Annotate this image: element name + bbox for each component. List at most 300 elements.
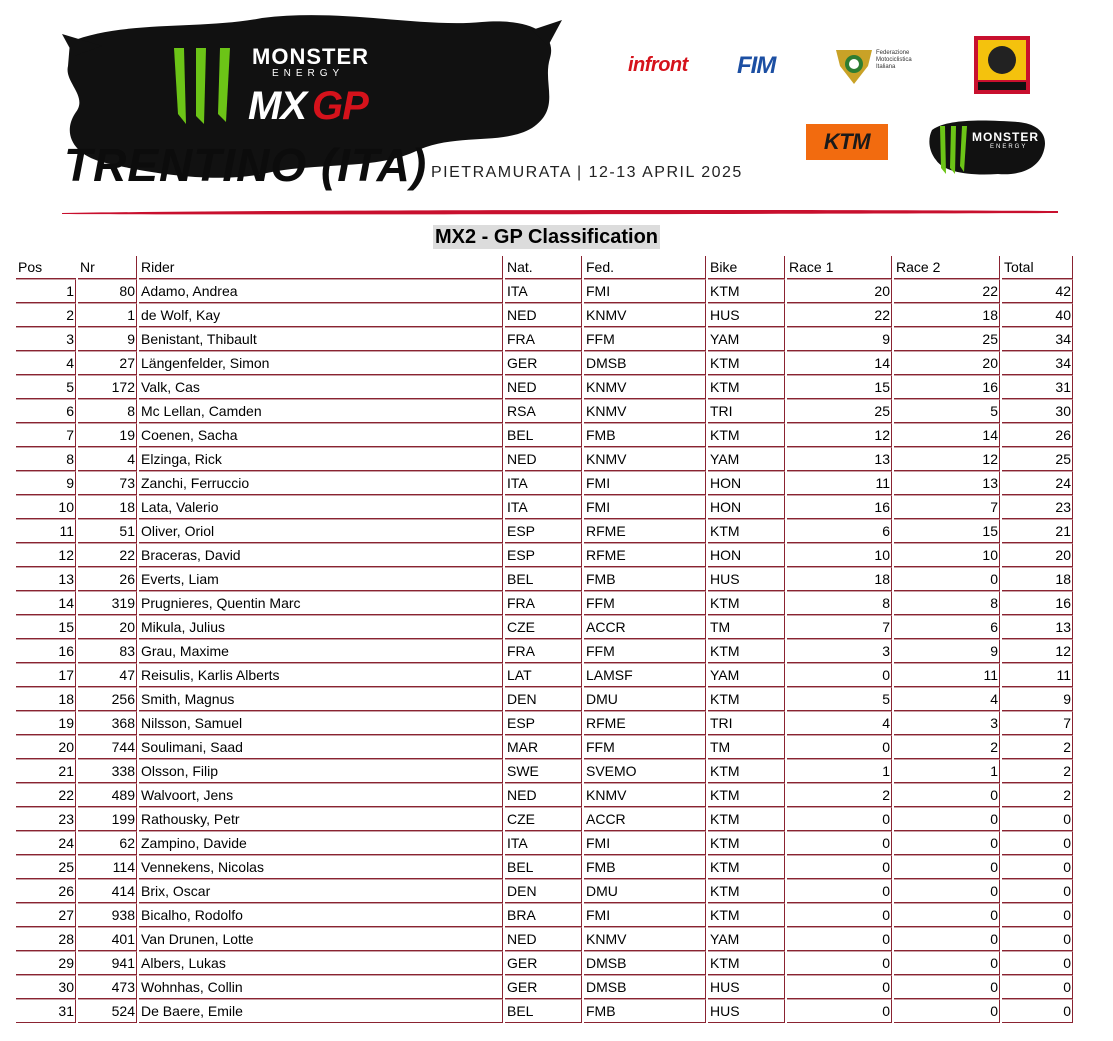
table-row	[16, 855, 1073, 879]
cell-race2: 0	[894, 783, 1000, 807]
cell-bike: TRI	[708, 399, 785, 423]
cell-nat: GER	[505, 975, 582, 999]
cell-pos: 27	[16, 903, 76, 927]
table-row	[16, 447, 1073, 471]
table-row	[16, 735, 1073, 759]
table-row	[16, 831, 1073, 855]
monster-energy-badge-word: MONSTER	[972, 130, 1039, 144]
cell-fed: FFM	[584, 327, 706, 351]
cell-total: 2	[1002, 735, 1073, 759]
cell-race1: 8	[787, 591, 892, 615]
cell-fed: FFM	[584, 591, 706, 615]
cell-bike: HON	[708, 471, 785, 495]
cell-nr: 401	[78, 927, 137, 951]
cell-nr: 941	[78, 951, 137, 975]
cell-race2: 0	[894, 999, 1000, 1023]
cell-race1: 13	[787, 447, 892, 471]
cell-fed: KNMV	[584, 399, 706, 423]
cell-total: 0	[1002, 879, 1073, 903]
cell-bike: KTM	[708, 423, 785, 447]
cell-race2: 0	[894, 951, 1000, 975]
cell-rider: Everts, Liam	[139, 567, 503, 591]
cell-total: 25	[1002, 447, 1073, 471]
cell-rider: Oliver, Oriol	[139, 519, 503, 543]
cell-fed: SVEMO	[584, 759, 706, 783]
cell-nat: NED	[505, 783, 582, 807]
cell-nr: 26	[78, 567, 137, 591]
cell-rider: Vennekens, Nicolas	[139, 855, 503, 879]
cell-bike: KTM	[708, 855, 785, 879]
motoclub-logo-icon	[974, 36, 1030, 94]
cell-pos: 26	[16, 879, 76, 903]
cell-nr: 22	[78, 543, 137, 567]
cell-race1: 0	[787, 927, 892, 951]
cell-bike: HUS	[708, 567, 785, 591]
cell-race1: 9	[787, 327, 892, 351]
cell-pos: 25	[16, 855, 76, 879]
cell-bike: HUS	[708, 975, 785, 999]
cell-nr: 27	[78, 351, 137, 375]
cell-race2: 18	[894, 303, 1000, 327]
cell-race2: 0	[894, 975, 1000, 999]
cell-nat: NED	[505, 927, 582, 951]
cell-bike: KTM	[708, 639, 785, 663]
cell-rider: Mc Lellan, Camden	[139, 399, 503, 423]
header-bike: Bike	[708, 256, 785, 279]
cell-rider: Wohnhas, Collin	[139, 975, 503, 999]
cell-bike: TRI	[708, 711, 785, 735]
classification-table	[14, 256, 1075, 1023]
cell-nat: BEL	[505, 423, 582, 447]
cell-fed: KNMV	[584, 927, 706, 951]
cell-race1: 3	[787, 639, 892, 663]
cell-rider: Elzinga, Rick	[139, 447, 503, 471]
table-row	[16, 879, 1073, 903]
cell-nr: 80	[78, 279, 137, 303]
cell-rider: Benistant, Thibault	[139, 327, 503, 351]
cell-race2: 2	[894, 735, 1000, 759]
cell-race1: 7	[787, 615, 892, 639]
infront-logo: infront	[628, 54, 688, 76]
cell-bike: KTM	[708, 879, 785, 903]
cell-bike: YAM	[708, 447, 785, 471]
cell-fed: FFM	[584, 639, 706, 663]
cell-race1: 0	[787, 663, 892, 687]
cell-fed: ACCR	[584, 807, 706, 831]
cell-nat: CZE	[505, 615, 582, 639]
table-row	[16, 759, 1073, 783]
cell-rider: Smith, Magnus	[139, 687, 503, 711]
cell-pos: 12	[16, 543, 76, 567]
cell-race2: 1	[894, 759, 1000, 783]
cell-nat: NED	[505, 375, 582, 399]
cell-rider: Zampino, Davide	[139, 831, 503, 855]
cell-total: 23	[1002, 495, 1073, 519]
cell-fed: KNMV	[584, 303, 706, 327]
cell-fed: FMB	[584, 999, 706, 1023]
cell-nr: 338	[78, 759, 137, 783]
cell-fed: FMI	[584, 495, 706, 519]
cell-rider: Prugnieres, Quentin Marc	[139, 591, 503, 615]
cell-nat: LAT	[505, 663, 582, 687]
cell-rider: Reisulis, Karlis Alberts	[139, 663, 503, 687]
table-row	[16, 951, 1073, 975]
cell-pos: 18	[16, 687, 76, 711]
cell-pos: 1	[16, 279, 76, 303]
cell-pos: 15	[16, 615, 76, 639]
table-row	[16, 423, 1073, 447]
header-race1: Race 1	[787, 256, 892, 279]
cell-total: 9	[1002, 687, 1073, 711]
table-row	[16, 975, 1073, 999]
table-row	[16, 663, 1073, 687]
cell-bike: KTM	[708, 807, 785, 831]
cell-race1: 14	[787, 351, 892, 375]
cell-nat: FRA	[505, 639, 582, 663]
table-row	[16, 519, 1073, 543]
cell-fed: FMI	[584, 279, 706, 303]
cell-pos: 13	[16, 567, 76, 591]
monster-claw-icon	[168, 44, 238, 128]
cell-pos: 5	[16, 375, 76, 399]
cell-race1: 0	[787, 879, 892, 903]
cell-race2: 0	[894, 903, 1000, 927]
cell-fed: RFME	[584, 519, 706, 543]
cell-nat: ITA	[505, 495, 582, 519]
cell-total: 0	[1002, 999, 1073, 1023]
cell-race1: 18	[787, 567, 892, 591]
cell-bike: TM	[708, 735, 785, 759]
cell-fed: DMSB	[584, 951, 706, 975]
cell-nr: 20	[78, 615, 137, 639]
cell-pos: 16	[16, 639, 76, 663]
cell-pos: 2	[16, 303, 76, 327]
cell-total: 20	[1002, 543, 1073, 567]
cell-race2: 11	[894, 663, 1000, 687]
table-row	[16, 303, 1073, 327]
cell-rider: Mikula, Julius	[139, 615, 503, 639]
cell-pos: 21	[16, 759, 76, 783]
cell-nat: ITA	[505, 279, 582, 303]
fim-logo: FIM	[737, 52, 776, 79]
cell-race2: 14	[894, 423, 1000, 447]
cell-total: 0	[1002, 951, 1073, 975]
cell-pos: 6	[16, 399, 76, 423]
cell-bike: HUS	[708, 303, 785, 327]
cell-bike: KTM	[708, 783, 785, 807]
cell-bike: KTM	[708, 279, 785, 303]
cell-rider: Soulimani, Saad	[139, 735, 503, 759]
cell-total: 0	[1002, 807, 1073, 831]
header-rider: Rider	[139, 256, 503, 279]
cell-nr: 489	[78, 783, 137, 807]
cell-fed: RFME	[584, 543, 706, 567]
cell-race1: 5	[787, 687, 892, 711]
cell-pos: 22	[16, 783, 76, 807]
cell-fed: DMSB	[584, 351, 706, 375]
cell-race2: 22	[894, 279, 1000, 303]
cell-bike: HON	[708, 543, 785, 567]
cell-rider: Bicalho, Rodolfo	[139, 903, 503, 927]
cell-total: 13	[1002, 615, 1073, 639]
cell-rider: Valk, Cas	[139, 375, 503, 399]
cell-rider: Längenfelder, Simon	[139, 351, 503, 375]
cell-nat: DEN	[505, 879, 582, 903]
cell-pos: 11	[16, 519, 76, 543]
table-row	[16, 903, 1073, 927]
table-row	[16, 591, 1073, 615]
cell-bike: KTM	[708, 951, 785, 975]
cell-race2: 7	[894, 495, 1000, 519]
cell-nr: 8	[78, 399, 137, 423]
cell-fed: KNMV	[584, 783, 706, 807]
cell-total: 42	[1002, 279, 1073, 303]
fmi-logo-text: Federazione Motociclistica Italiana	[876, 50, 912, 70]
cell-nr: 319	[78, 591, 137, 615]
cell-fed: KNMV	[584, 447, 706, 471]
cell-total: 16	[1002, 591, 1073, 615]
table-row	[16, 279, 1073, 303]
cell-nr: 199	[78, 807, 137, 831]
cell-bike: KTM	[708, 831, 785, 855]
cell-race2: 0	[894, 807, 1000, 831]
cell-nr: 1	[78, 303, 137, 327]
cell-pos: 14	[16, 591, 76, 615]
cell-race1: 11	[787, 471, 892, 495]
cell-nr: 51	[78, 519, 137, 543]
cell-bike: YAM	[708, 327, 785, 351]
cell-race2: 25	[894, 327, 1000, 351]
cell-race2: 3	[894, 711, 1000, 735]
cell-pos: 29	[16, 951, 76, 975]
cell-nr: 524	[78, 999, 137, 1023]
cell-pos: 24	[16, 831, 76, 855]
cell-fed: DMU	[584, 879, 706, 903]
cell-nr: 47	[78, 663, 137, 687]
cell-race2: 8	[894, 591, 1000, 615]
red-divider-line	[62, 208, 1058, 216]
cell-race2: 5	[894, 399, 1000, 423]
table-row	[16, 639, 1073, 663]
table-row	[16, 375, 1073, 399]
cell-race1: 0	[787, 903, 892, 927]
cell-race2: 6	[894, 615, 1000, 639]
cell-rider: De Baere, Emile	[139, 999, 503, 1023]
cell-fed: FFM	[584, 735, 706, 759]
header-nat: Nat.	[505, 256, 582, 279]
table-row	[16, 495, 1073, 519]
cell-rider: Rathousky, Petr	[139, 807, 503, 831]
cell-race2: 16	[894, 375, 1000, 399]
cell-total: 21	[1002, 519, 1073, 543]
cell-fed: RFME	[584, 711, 706, 735]
cell-race1: 0	[787, 999, 892, 1023]
cell-nat: CZE	[505, 807, 582, 831]
energy-wordmark: ENERGY	[272, 68, 345, 79]
cell-race1: 0	[787, 807, 892, 831]
cell-race1: 0	[787, 855, 892, 879]
cell-race1: 0	[787, 951, 892, 975]
cell-pos: 19	[16, 711, 76, 735]
cell-nat: ESP	[505, 543, 582, 567]
cell-race1: 6	[787, 519, 892, 543]
cell-bike: KTM	[708, 519, 785, 543]
header-nr: Nr	[78, 256, 137, 279]
cell-nat: FRA	[505, 327, 582, 351]
cell-rider: Van Drunen, Lotte	[139, 927, 503, 951]
cell-rider: Brix, Oscar	[139, 879, 503, 903]
cell-bike: KTM	[708, 591, 785, 615]
cell-fed: FMB	[584, 855, 706, 879]
cell-race2: 4	[894, 687, 1000, 711]
cell-rider: Grau, Maxime	[139, 639, 503, 663]
cell-nat: GER	[505, 951, 582, 975]
cell-race2: 9	[894, 639, 1000, 663]
event-title: TRENTINO (ITA)	[64, 139, 428, 191]
cell-pos: 4	[16, 351, 76, 375]
mxgp-logo-mx: MX	[248, 84, 306, 128]
cell-nat: ESP	[505, 711, 582, 735]
cell-race1: 12	[787, 423, 892, 447]
cell-race1: 0	[787, 735, 892, 759]
cell-race1: 2	[787, 783, 892, 807]
cell-rider: Braceras, David	[139, 543, 503, 567]
cell-bike: KTM	[708, 375, 785, 399]
cell-nat: NED	[505, 303, 582, 327]
cell-bike: KTM	[708, 687, 785, 711]
cell-fed: FMI	[584, 471, 706, 495]
cell-total: 0	[1002, 903, 1073, 927]
header-total: Total	[1002, 256, 1073, 279]
cell-fed: FMI	[584, 903, 706, 927]
cell-total: 12	[1002, 639, 1073, 663]
cell-nr: 114	[78, 855, 137, 879]
cell-nr: 83	[78, 639, 137, 663]
cell-total: 0	[1002, 831, 1073, 855]
monster-energy-badge-icon	[928, 116, 1048, 180]
cell-nat: FRA	[505, 591, 582, 615]
table-row	[16, 615, 1073, 639]
cell-total: 0	[1002, 927, 1073, 951]
cell-nat: MAR	[505, 735, 582, 759]
cell-rider: Albers, Lukas	[139, 951, 503, 975]
cell-pos: 10	[16, 495, 76, 519]
cell-nat: BEL	[505, 567, 582, 591]
classification-title: MX2 - GP Classification	[435, 226, 659, 248]
cell-nr: 18	[78, 495, 137, 519]
table-row	[16, 999, 1073, 1023]
cell-bike: TM	[708, 615, 785, 639]
table-row	[16, 807, 1073, 831]
cell-pos: 17	[16, 663, 76, 687]
cell-nat: BEL	[505, 855, 582, 879]
cell-bike: YAM	[708, 927, 785, 951]
cell-nat: NED	[505, 447, 582, 471]
table-row	[16, 351, 1073, 375]
cell-rider: Lata, Valerio	[139, 495, 503, 519]
cell-nat: RSA	[505, 399, 582, 423]
ktm-logo: KTM	[806, 124, 888, 160]
cell-fed: ACCR	[584, 615, 706, 639]
cell-race2: 0	[894, 855, 1000, 879]
cell-race2: 13	[894, 471, 1000, 495]
cell-fed: FMI	[584, 831, 706, 855]
cell-nr: 368	[78, 711, 137, 735]
cell-pos: 28	[16, 927, 76, 951]
cell-pos: 7	[16, 423, 76, 447]
cell-race1: 16	[787, 495, 892, 519]
cell-total: 2	[1002, 759, 1073, 783]
cell-total: 24	[1002, 471, 1073, 495]
cell-race1: 20	[787, 279, 892, 303]
cell-bike: YAM	[708, 663, 785, 687]
event-subtitle: PIETRAMURATA | 12-13 APRIL 2025	[431, 164, 743, 181]
cell-total: 11	[1002, 663, 1073, 687]
mxgp-logo-gp: GP	[312, 84, 368, 128]
table-row	[16, 327, 1073, 351]
cell-nr: 256	[78, 687, 137, 711]
cell-race1: 15	[787, 375, 892, 399]
table-row	[16, 567, 1073, 591]
cell-pos: 30	[16, 975, 76, 999]
cell-pos: 20	[16, 735, 76, 759]
cell-total: 31	[1002, 375, 1073, 399]
table-row	[16, 711, 1073, 735]
cell-bike: HON	[708, 495, 785, 519]
cell-nat: DEN	[505, 687, 582, 711]
cell-nr: 172	[78, 375, 137, 399]
cell-nat: BRA	[505, 903, 582, 927]
cell-total: 18	[1002, 567, 1073, 591]
cell-bike: HUS	[708, 999, 785, 1023]
cell-race1: 0	[787, 831, 892, 855]
cell-race1: 0	[787, 975, 892, 999]
cell-bike: KTM	[708, 759, 785, 783]
header-race2: Race 2	[894, 256, 1000, 279]
cell-race1: 1	[787, 759, 892, 783]
cell-pos: 23	[16, 807, 76, 831]
cell-rider: Nilsson, Samuel	[139, 711, 503, 735]
header-fed: Fed.	[584, 256, 706, 279]
table-row	[16, 543, 1073, 567]
cell-total: 40	[1002, 303, 1073, 327]
cell-nat: ITA	[505, 471, 582, 495]
cell-race1: 10	[787, 543, 892, 567]
cell-rider: Olsson, Filip	[139, 759, 503, 783]
cell-fed: DMU	[584, 687, 706, 711]
table-header-row	[16, 256, 1073, 279]
cell-race1: 22	[787, 303, 892, 327]
cell-total: 0	[1002, 975, 1073, 999]
cell-total: 30	[1002, 399, 1073, 423]
cell-nr: 19	[78, 423, 137, 447]
cell-nr: 414	[78, 879, 137, 903]
cell-rider: de Wolf, Kay	[139, 303, 503, 327]
cell-race2: 20	[894, 351, 1000, 375]
cell-fed: DMSB	[584, 975, 706, 999]
cell-nr: 938	[78, 903, 137, 927]
cell-fed: KNMV	[584, 375, 706, 399]
cell-bike: KTM	[708, 903, 785, 927]
page-header	[0, 0, 1113, 222]
monster-energy-wordmark: MONSTER	[252, 44, 369, 69]
cell-total: 26	[1002, 423, 1073, 447]
cell-race2: 10	[894, 543, 1000, 567]
table-row	[16, 783, 1073, 807]
cell-total: 7	[1002, 711, 1073, 735]
cell-pos: 9	[16, 471, 76, 495]
cell-race1: 4	[787, 711, 892, 735]
